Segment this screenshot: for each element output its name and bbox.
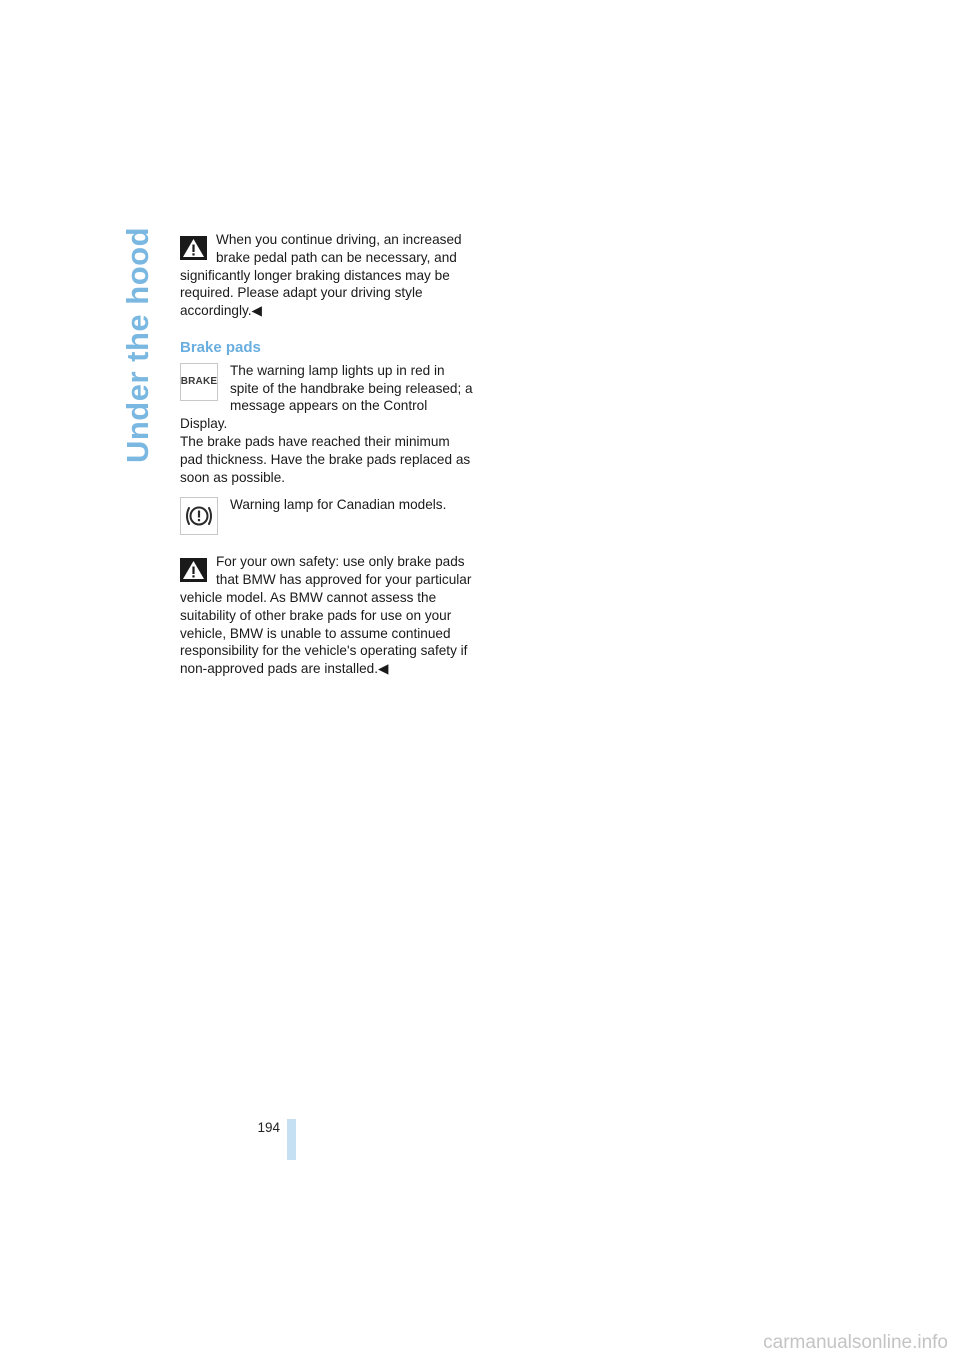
heading-brake-pads: Brake pads [180, 338, 261, 356]
warning-triangle-icon [180, 236, 207, 260]
brake-lamp-text: The warning lamp lights up in red in spite of the handbrake being released; a message appears on the Control Display. [180, 362, 473, 432]
page-content [180, 231, 475, 678]
brake-warning-lamp-icon [180, 363, 218, 401]
warning-2-text: For your own safety: use only brake pads that BMW has approved for your particular vehicle model. As BMW cannot assess the suitability of other brake pads for use on your vehicle, BMW is unable to assume continued responsibility for the vehicle's operating safety if non-approved pads are installed. [180, 554, 472, 677]
warning-block-2 [180, 553, 475, 678]
warning-1-text: When you continue driving, an increased brake pedal path can be necessary, and significantly longer braking distances may be required. Please adapt your driving style accordingly. [180, 232, 462, 319]
warning-block-1 [180, 231, 475, 320]
end-mark-icon: ◀ [251, 303, 262, 319]
canadian-lamp-text: Warning lamp for Canadian models. [230, 497, 447, 513]
brake-circle-exclamation-icon [184, 503, 214, 529]
page-number-bar [287, 1119, 296, 1160]
watermark: carmanualsonline.info [763, 1332, 948, 1353]
warning-triangle-icon [180, 558, 207, 582]
section-title-vertical [118, 226, 158, 463]
brake-lamp-label: BRAKE [180, 375, 218, 387]
brake-lamp-block [180, 362, 475, 433]
end-mark-icon: ◀ [378, 661, 389, 677]
canadian-brake-warning-lamp-icon [180, 497, 218, 535]
canadian-lamp-block [180, 496, 475, 539]
page-number: 194 [257, 1120, 280, 1135]
brake-pads-paragraph: The brake pads have reached their minimum pad thickness. Have the brake pads replaced as soon as possible. [180, 433, 471, 485]
section-title-text: Under the hood [120, 226, 156, 463]
